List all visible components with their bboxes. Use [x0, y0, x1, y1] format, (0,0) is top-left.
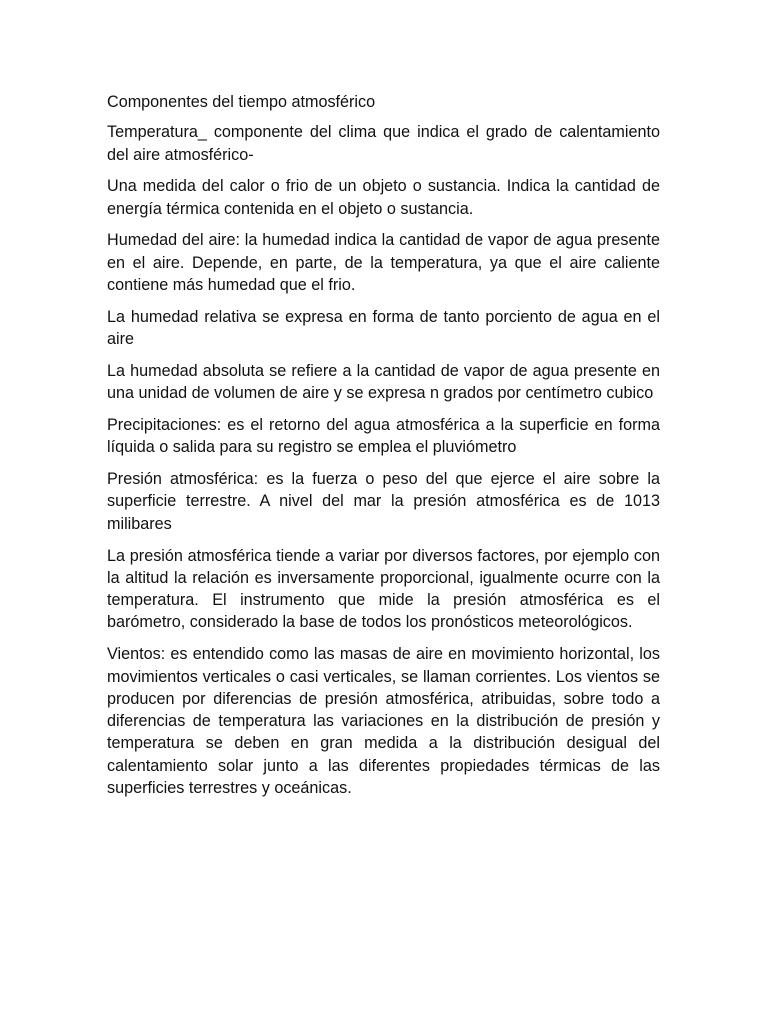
paragraph-presion-atmosferica: Presión atmosférica: es la fuerza o peso del que ejerce el aire sobre la superficie terrestre. A nivel del mar la presión atmosférica es de 1013 milibares [107, 470, 660, 533]
paragraph-presion-variacion: La presión atmosférica tiende a variar por diversos factores, por ejemplo con la altitud la relación es inversamente proporcional, igualmente ocurre con la temperatura. El instrumento que mide la presión atmosférica es el barómetro, considerado la base de todos los pronósticos meteorológicos. [107, 546, 660, 632]
document-body [107, 91, 660, 809]
paragraph-humedad-absoluta: La humedad absoluta se refiere a la cantidad de vapor de agua presente en una unidad de volumen de aire y se expresa n grados por centímetro cubico [107, 361, 660, 403]
paragraph-temperatura: Temperatura_ componente del clima que indica el grado de calentamiento del aire atmosférico- [107, 123, 660, 164]
paragraph-humedad-aire: Humedad del aire: la humedad indica la cantidad de vapor de agua presente en el aire. Depende, en parte, de la temperatura, ya que el aire caliente contiene más humedad que el frio. [107, 231, 660, 295]
paragraph-vientos: Vientos: es entendido como las masas de aire en movimiento horizontal, los movimientos verticales o casi verticales, se llaman corrientes. Los vientos se producen por diferencias de presión atmosférica, atribuidas, sobre todo a diferencias de temperatura las variaciones en la distribución de presión y temperatura se deben en gran medida a la distribución desigual del calentamiento solar junto a las diferentes propiedades térmicas de las superficies terrestres y oceánicas. [107, 645, 660, 798]
paragraph-precipitaciones: Precipitaciones: es el retorno del agua atmosférica a la superficie en forma líquida o salida para su registro se emplea el pluviómetro [107, 416, 660, 457]
paragraph-medida-calor: Una medida del calor o frio de un objeto o sustancia. Indica la cantidad de energía térmica contenida en el objeto o sustancia. [107, 177, 660, 218]
paragraph-humedad-relativa: La humedad relativa se expresa en forma de tanto porciento de agua en el aire [107, 307, 660, 349]
document-title: Componentes del tiempo atmosférico [107, 93, 376, 111]
